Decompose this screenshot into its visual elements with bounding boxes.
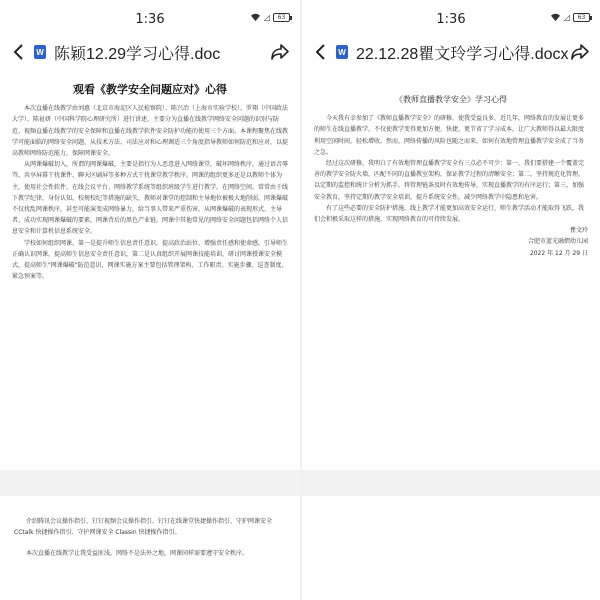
page-break: [302, 470, 600, 496]
status-bar: [302, 0, 600, 38]
signature-date: 2022 年 12 月 29 日: [529, 249, 588, 257]
status-bar: [0, 0, 300, 38]
document-heading: 《教师直播教学安全》学习心得: [395, 95, 507, 104]
paragraph: 从网课爆破切入，所谓的网课爆破，主要是指行为人恶意进入网络课堂，破坏网络秩序，通过语音辱骂、共享屏幕干扰课件、聊天区刷屏等多种方式干扰课堂教学秩序。网课的组织更多还是以教师个体为主，使用社会性软件、在线会议平台、网络教学系统等组织班级学生进行教学。在网络空间，常常由于线下教学纪律，身份认知，校规校纪等措施的缺失，教师对课堂的控制和主导地位被极大地削弱，网课爆破不仅扰乱网课秩序，甚至可能演变成网络暴力，给当事人带来严重伤害。从网课爆破的表现形式、主导者、成功实现网课爆破的要素，网课背后的黑色产业链，网课中其他常见的网络安全问题包括网络个人信息安全和计算机信息系统安全。: [12, 161, 289, 236]
back-arrow-icon[interactable]: [310, 42, 330, 62]
battery-icon: 63: [573, 13, 590, 22]
page-break: [0, 470, 300, 496]
document-body: [0, 66, 300, 282]
signature-name: 瞿文玲: [569, 227, 588, 235]
paragraph: 本次直播在线教学让我受益匪浅，网络不是法外之地，网课同样需要遵守安全秩序。: [26, 550, 249, 558]
document-title: 陈颖12.29学习心得.doc: [54, 45, 221, 63]
document-page-2: [0, 508, 300, 578]
status-icons: [550, 13, 590, 22]
status-time: 1:36: [436, 12, 466, 27]
status-icons: [250, 13, 290, 22]
wifi-icon: [250, 13, 261, 22]
paragraph: 本次直播在线教学由刘惠（北京市海淀区人民检察院）、陈兴冶（上海市实验学校）、罗翔（中国政法大学），陈祉妍（中国科学院心理研究所）进行讲述，主要分为直播在线教学网络安全问题的识别与防范、视频直播在线教学的安全保障和直播在线教学软件安全防护功能的使用三个方面。本课程聚焦在线教学可能面临的网络安全问题，从技术方法、司法应对和心理调适三个角度指导教师如何防范和应对，以提高教师网络防范能力，保障网课安全。: [12, 105, 289, 158]
paragraph: 有了这些必要的安全防护措施，线上教学才能更加高效安全运行，师生教学活动才能取得飞跃，我们会积极采取这样的措施，实现网络教育的可持续发展。: [314, 204, 585, 224]
wifi-icon: [550, 13, 561, 22]
paragraph: 介绍腾讯会议操作指引、钉钉视频会议操作指引、钉钉在线课堂快捷操作指引、守护网课安全 CCtalk 快捷操作指引、守护网课安全 Classin 快捷操作指引。: [14, 518, 273, 537]
back-arrow-icon[interactable]: [8, 42, 28, 62]
document-heading: 观看《教学安全问题应对》心得: [73, 83, 227, 96]
share-icon[interactable]: [570, 42, 590, 62]
signature-org: 合肥市蓝光融熠幼儿园: [527, 238, 588, 246]
document-header: [0, 38, 300, 66]
paragraph: 经过这次研修，我明白了有效地管理直播教学安全有三点必不可少：第一，我们要搭建一个覆盖完善的教学安全防火墙，匹配不同的直播教室架构，保证教学过程的清晰安全；第二，坚持规范化管理，以定期的监控和统计分析为抓手，将管理链条及时有效地传导，实现直播教学的有序运行；第三，加强安全教育，坚持定期的教学安全培训，提升系统安全性，减少网络教学中隐患和危害。: [314, 160, 585, 201]
document-body: [302, 66, 600, 259]
paragraph: 学校如何组织网课，第一是提升师生信息责任意识，提高政治站位，增强责任感和使命感，引导师生正确认识网课，提高师生信息安全责任意识，第二是认真组织开展网课技能培训，研讨网课授课安全模式，提高师生"网课爆破"防范意识，网课实施方案主要包括管理架构、工作职责、实施步骤、巡查制度、紧急预案等。: [12, 239, 289, 281]
share-icon[interactable]: [270, 42, 290, 62]
right-document-pane: [300, 0, 600, 600]
document-header: [302, 38, 600, 66]
word-doc-icon: W: [34, 45, 46, 59]
signal-icon: ◿: [263, 13, 270, 22]
word-doc-icon: W: [336, 45, 348, 59]
battery-icon: 63: [273, 13, 290, 22]
document-title: 22.12.28瞿文玲学习心得.docx: [356, 45, 569, 63]
signal-icon: ◿: [563, 13, 570, 22]
paragraph: 今天我有幸参加了《教师直播教学安全》的研修，使我受益良多，近几年，网络教育的发展让更多的师生在线直播教学，不仅使教学变得更加方便、快捷，更节省了学习成本，让广大教师得以最大限度利用空闲时间，轻松增收。然而，网络传播的风险也随之而来，如何有效地管理直播教学安全成了当务之急。: [314, 115, 585, 156]
status-time: 1:36: [135, 12, 165, 27]
